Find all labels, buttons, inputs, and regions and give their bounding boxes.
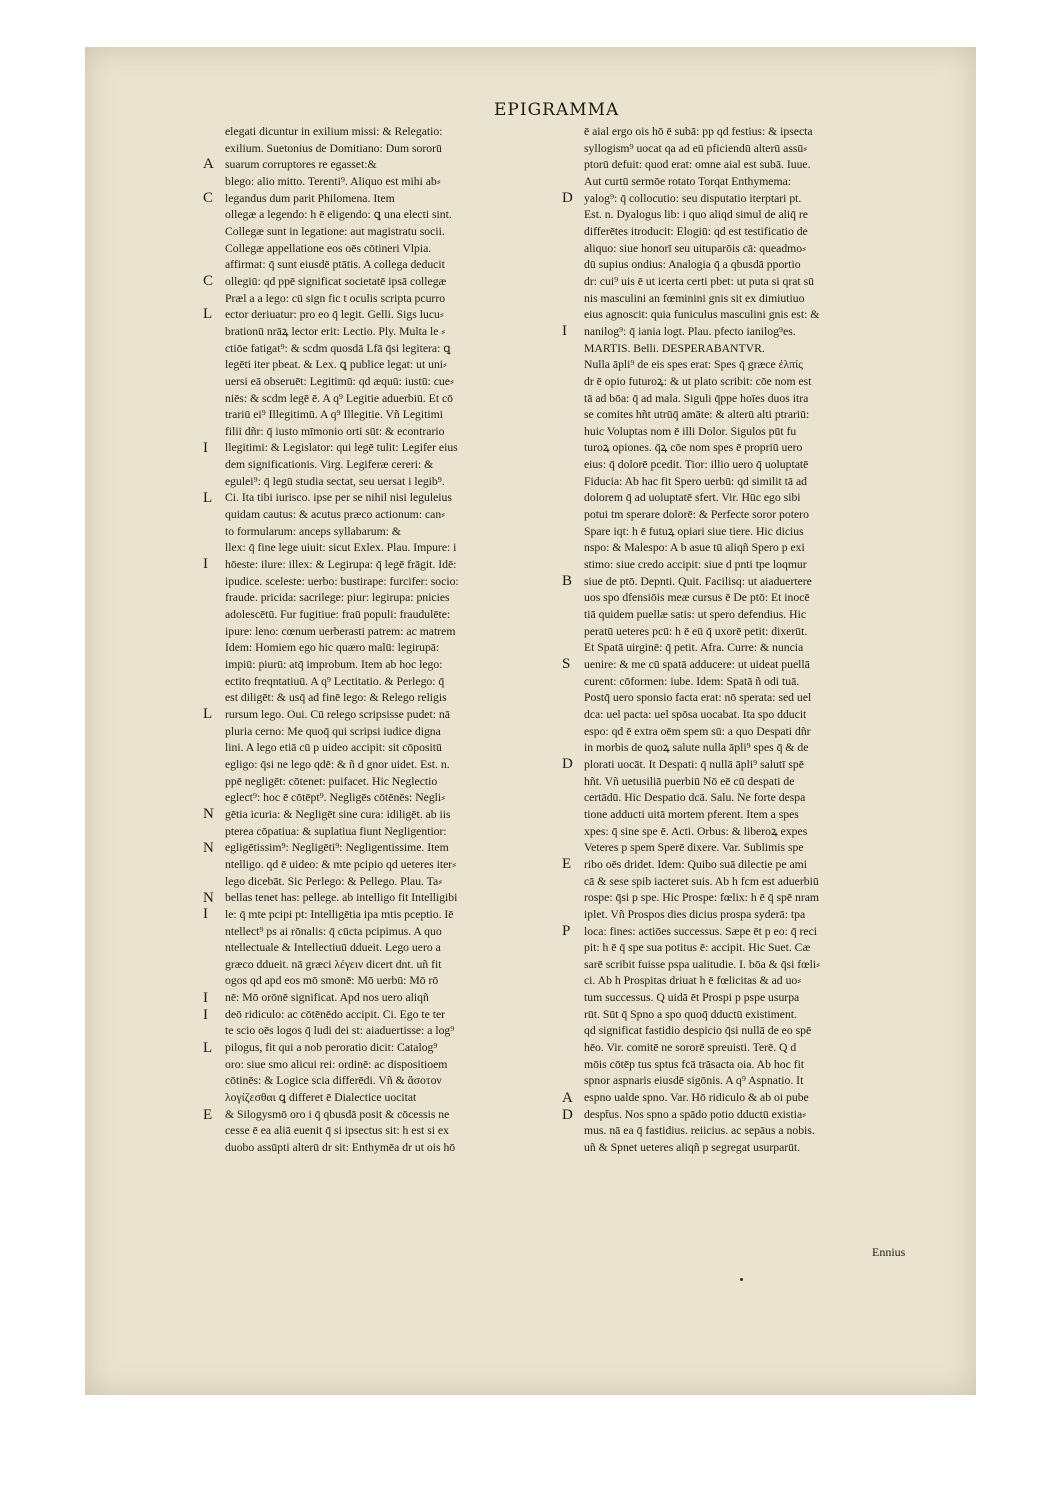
margin-initial: I [203,439,208,456]
margin-initial: N [203,806,214,823]
margin-initial: S [562,656,571,673]
text-line: legandus dum parit Philomena. Item [225,191,395,205]
text-line: ptorū defuit: quod erat: omne aial est subā. Iuue. [584,158,811,172]
text-line: siue de ptō. Depnti. Quit. Facilisq: ut aiaduertere [584,574,812,588]
text-line: potui tm sperare dolorē: & Perfecte soror potero [584,508,809,522]
text-line: spnor aspnaris eiusdē sigōnis. A q⁹ Aspnatio. It [584,1074,804,1088]
text-line: gētia icuria: & Negligēt sine cura: idiligēt. ab iis [225,807,451,821]
text-line: nspo: & Malespo: A b asue tū aliqñ Spero p exi [584,541,805,555]
text-line: ntellect⁹ ps ai rōnalis: q̄ cūcta pcipimus. A quo [225,924,442,938]
text-line: Idem: Homiem ego hic quæro malū: legirupā: [225,641,440,655]
margin-initial: A [562,1089,573,1106]
text-line: ipure: leno: cœnum uerberasti patrem: ac matrem [225,624,456,638]
text-line: cā & sese spib iacteret suis. Ab h fcm est aduerbiū [584,874,819,888]
text-line: ē aial ergo ois hō ē subā: pp qd festius: & ipsecta [584,125,813,138]
text-line: dca: uel pacta: uel spōsa uocabat. Ita spo dducit [584,707,807,721]
ink-dot [740,1278,743,1281]
text-line: to formularum: anceps syllabarum: & [225,524,401,538]
margin-initial: I [203,1006,208,1023]
margin-initial: P [562,923,571,940]
text-line: ci. Ab h Prospitas driuat h ē fœlicitas & ad uo⸗ [584,974,802,988]
text-line: egulei⁹: q̄ legū studia sectat, seu uersat i legib⁹. [225,474,445,488]
text-line: ogos qd apd eos mō smonē: Mō uerbū: Mō rō [225,974,439,988]
text-line: eius: q̄ dolorē pcedit. Tior: illio uero q̄ uoluptatē [584,458,809,472]
text-line: adolescētū. Fur fugitiue: fraū populi: fraudulēte: [225,608,451,622]
text-line: llex: q̄ fine lege uiuit: sicut Exlex. Plau. Impure: i [225,541,457,555]
text-line: dr ē opio futuroꝝ: & ut plato scribit: cōe nom est [584,374,812,388]
text-line: mōis cōtēp tus sptus fcā trāsacta oia. Ab hoc fit [584,1057,805,1071]
margin-initial: L [203,489,213,506]
text-line: græco ddueit. nā græci λέγειν dicert dnt. uñ fit [225,957,442,971]
text-line: despt̄us. Nos spno a spādo potio dductū existia⸗ [584,1107,807,1121]
text-line: filii dñr: q̄ iusto mīmonio orti sūt: & econtrario [225,424,445,438]
text-line: est diligēt: & usq̄ ad finē lego: & Relego religis [225,691,447,705]
text-line: mus. nā ea q̄ fastidius. reiicius. ac sepāus a nobis. [584,1124,815,1138]
text-line: ectito freqntatiuū. A q⁹ Lectitatio. & Perlego: q̄ [225,674,445,688]
text-line: uersi eā obseruēt: Legitimū: qd æquū: iustū: cue⸗ [225,374,454,388]
text-line: niēs: & scdm legē ē. A q⁹ Legitie aduerbiū. Et cō [225,391,454,405]
text-line: nē: Mō orōnē significat. Apd nos uero aliqñ [225,991,429,1005]
text-line: Ci. Ita tibi iurisco. ipse per se nihil nisi leguleius [225,491,452,505]
text-line: λογίζεσθαι ꝗ differet ē Dialectice uocitat [225,1091,417,1105]
text-line: iplet. Vñ Prospos dies dicius prospa syderā: tpa [584,907,806,921]
text-line: hōeste: ilure: illex: & Legirupa: q̄ legē frāgit. Idē: [225,558,457,572]
text-line: dū supius ondius: Analogia q̄ a qbusdā pportio [584,258,801,272]
margin-initial: D [562,189,573,206]
text-line: syllogism⁹ uocat qa ad eū pficiendū alterū assū⸗ [584,141,808,155]
text-line: stimo: siue credo accipit: siue d pnti tpe loqmur [584,558,807,572]
margin-initial: I [203,906,208,923]
text-line: qd significat fastidio despicio q̄si nullā de eo spē [584,1024,812,1038]
text-line: Postq̄ uero sponsio facta erat: nō sperata: sed uel [584,691,812,705]
text-line: affirmat: q̄ sunt eiusdē ptātis. A collega deducit [225,258,445,272]
text-line: Aut curtū sermōe rotato Torqat Enthymema: [584,174,792,188]
text-line: pluria cerno: Me quoq̄ qui scripsi iudice digna [225,724,441,738]
text-line: curent: cōformen: iube. Idem: Spatā ñ odi tuā. [584,674,800,688]
text-line: bellas tenet has: pellege. ab intelligo fit Intelligibi [225,891,458,905]
text-line: pterea cōpatiua: & suplatiua fiunt Negligentior: [225,824,447,838]
text-line: oro: siue smo alicui rei: ordinē: ac dispositioem [225,1057,448,1071]
margin-initial: D [562,1106,573,1123]
left-text-column [225,124,550,1157]
margin-initial: I [562,323,567,340]
text-line: ctiōe fatigat⁹: & scdm quosdā Lfā q̄si legitera: ꝗ [225,341,451,355]
text-line: dolorem q̄ ad uoluptatē sfert. Vir. Hūc ego sibi [584,491,801,505]
margin-initial: E [562,856,572,873]
margin-initial: N [203,889,214,906]
text-line: ribo oēs dridet. Idem: Quibo suā dilectie pe ami [584,857,807,871]
text-line: huic Voluptas nom ē illi Dolor. Sigulos pūt fu [584,424,797,438]
text-line: espo: qd ē extra oēm spem sū: a quo Despati dñr [584,724,811,738]
text-line: ollegæ a legendo: h ē eligendo: ꝗ una electi sint. [225,208,452,222]
text-line: egligētissim⁹: Negligēti⁹: Negligentissime. Item [225,841,449,855]
text-line: pit: h ē q̄ spe sua potitus ē: accipit. Hic Suet. Cæ [584,941,811,955]
text-line: pilogus, fit qui a nob peroratio dicit: Catalog⁹ [225,1041,438,1055]
text-line: eglect⁹: hoc ē cōtēpt⁹. Negligēs cōtēnēs: Negli⸗ [225,791,446,805]
text-line: brationū nrāꝝ lector erit: Lectio. Ply. Multa le ⸗ [225,324,446,338]
margin-initial: D [562,756,573,773]
text-line: ntellectuale & Intellectiuū ddueit. Lego uero a [225,941,441,955]
text-line: xpes: q̄ sine spe ē. Acti. Orbus: & liberoꝝ expes [584,824,808,838]
text-line: uñ & Spnet ueteres aliqñ p segregat usurparūt. [584,1141,801,1155]
text-line: cesse ē ea aliā euenit q̄ si ipsectus sit: h est si ex [225,1124,449,1138]
text-line: ector deriuatur: pro eo q̄ legit. Gelli. Sigs lucu⸗ [225,308,444,322]
text-line: trariū ei⁹ Illegitimū. A q⁹ Illegitie. Vñ Legitimi [225,408,443,422]
text-line: hēo. Vir. comitē ne sororē spreuisti. Terē. Q d [584,1041,797,1055]
text-line: te scio oēs logos q̄ ludi dei st: aiaduertisse: a log⁹ [225,1024,455,1038]
text-line: ppē negligēt: cōtenet: puifacet. Hic Neglectio [225,774,438,788]
text-line: Collegæ sunt in legatione: aut magistratu socii. [225,224,445,238]
text-line: le: q̄ mte pcipi pt: Intelligētia ipa mtis pceptio. Iē [225,907,454,921]
text-line: eius agnoscit: quia funiculus masculini gnis est: & [584,308,820,322]
text-line: ollegiū: qd ppē significat societatē ipsā collegæ [225,274,447,288]
text-line: Est. n. Dyalogus lib: i quo aliqd simul de aliq̄ re [584,208,808,222]
text-line: ipudice. sceleste: uerbo: bustirape: furcifer: socio: [225,574,459,588]
text-line: tione adducti uitā mortem pferent. Item a spes [584,807,799,821]
text-line: exilium. Suetonius de Domitiano: Dum sororū [225,141,442,155]
margin-initial: L [203,306,213,323]
text-line: nis masculini an fœminini gnis sit ex dimiutiuo [584,291,805,305]
text-line: Nulla āpli⁹ de eis spes erat: Spes q̄ græce ἐλπίς [584,358,803,372]
text-line: & Silogysmō oro i q̄ qbusdā posit & cōcessis ne [225,1107,450,1121]
text-line: Spare iqt: h ē futuꝝ opiari siue tiere. Hic dicius [584,524,804,538]
text-line: Præl a a lego: cū sign fic t oculis scripta pcurro [225,291,446,305]
text-line: hñt. Vñ uetusiliā puerbiū Nō eē cū despati de [584,774,795,788]
text-line: se comites hñt utrūq̄ amāte: & alterū alti ptrariū: [584,408,810,422]
text-line: dem significationis. Virg. Legiferæ cereri: & [225,458,434,472]
text-line: certādū. Hic Despatio dcā. Salu. Ne forte despa [584,791,806,805]
text-line: rūt. Sūt q̄ Spno a spo quoq̄ dductū existiment. [584,1007,797,1021]
text-line: yalog⁹: q̄ collocutio: seu disputatio iterptari pt. [584,191,802,205]
text-line: MARTIS. Belli. DESPERABANTVR. [584,341,765,355]
margin-initial: I [203,556,208,573]
text-line: egligo: q̄si ne lego qdē: & ñ d gnor uidet. Est. n. [225,757,450,771]
text-line: differētes itroducit: Elogiū: qd est testificatio de [584,224,808,238]
text-line: suarum corruptores re egasset:& [225,158,377,172]
text-line: Fiducia: Ab hac fit Spero uerbū: qd similit tā ad [584,474,807,488]
text-line: blego: alio mitto. Terenti⁹. Aliquo est mihi ab⸗ [225,174,441,188]
text-line: espno ualde spno. Var. Hō ridiculo & ab oi pube [584,1091,809,1105]
text-line: nanilog⁹: q̄ iania logt. Plau. pfecto ianilog⁹es. [584,324,796,338]
text-line: rospe: q̄si p spe. Hic Prospe: fœlix: h ē q̄ spē nram [584,891,820,905]
text-line: lego dicebāt. Sic Perlego: & Pellego. Plau. Ta⸗ [225,874,443,888]
catchword: Ennius [872,1245,906,1259]
text-line: uos spo dfensiōis meæ cursus ē De ptō: Et inocē [584,591,810,605]
text-line: tā ad bōa: q̄ ad mala. Siguli q̄ppe hoīes duos itra [584,391,809,405]
margin-initial: B [562,573,573,590]
text-line: llegitimi: & Legislator: qui legē tulit: Legifer eius [225,441,458,455]
text-line: sarē scribit fuisse pspa ualitudie. I. bōa & q̄si fœli⸗ [584,957,820,971]
text-line: rursum lego. Oui. Cū relego scripsisse pudet: nā [225,707,450,721]
text-line: uenire: & me cū spatā adducere: ut uideat puellā [584,658,810,671]
text-line: deō ridiculo: ac cōtēnēdo accipit. Ci. Ego te ter [225,1007,446,1021]
text-line: in morbis de quoꝝ salute nulla āpli⁹ spes q̄ & de [584,741,809,755]
text-line: ntelligo. qd ē uideo: & mte pcipio qd ueteres iter⸗ [225,857,457,871]
text-line: dr: cui⁹ uis ē ut icerta certi pbet: ut puta si qrat sū [584,274,814,288]
text-line: legēti iter pbeat. & Lex. ꝗ publice legat: ut uni⸗ [225,358,447,372]
margin-initial: C [203,273,214,290]
text-line: Veteres p spem Sperē dixere. Var. Sublimis spe [584,841,804,855]
margin-initial: A [203,156,214,173]
text-line: tiā quidem puellæ satis: ut spero defendius. Hic [584,608,807,622]
text-line: turoꝝ opiones. q̄ꝝ cōe nom spes ē propriū uero [584,441,803,455]
text-line: peratū ueteres pcū: h ē eū q̄ uxorē petit: dixerūt. [584,624,808,638]
text-line: aliquo: siue honorī seu uituparōis cā: queadmo⸗ [584,241,807,255]
margin-initial: L [203,706,213,723]
text-line: quidam cautus: & acutus præco actionum: can⸗ [225,508,446,522]
margin-initial: N [203,839,214,856]
text-line: impiū: piurū: atq̄ improbum. Item ab hoc lego: [225,658,443,671]
margin-initial: L [203,1039,213,1056]
text-line: lini. A lego etiā cū p uideo accipit: sit cōpositū [225,741,442,755]
text-line: Collegæ appellatione eos oēs cōtineri Vlpia. [225,241,432,255]
right-text-column [584,124,940,1157]
text-line: loca: fines: actiōes successus. Sæpe ēt p eo: q̄ reci [584,924,818,938]
text-line: duobo assūpti alterū dr sit: Enthymēa dr ut ois hō [225,1141,456,1155]
text-line: plorati uocāt. It Despati: q̄ nullā āpli⁹ salutī spē [584,757,804,771]
text-line: cōtinēs: & Logice scia differēdi. Vñ & ἄσοτον [225,1074,442,1088]
margin-initial: E [203,1106,213,1123]
margin-initial: C [203,189,214,206]
text-line: Et Spatā uirginē: q̄ petit. Afra. Curre: & nuncia [584,641,804,655]
text-line: tum successus. Q uidā ēt Prospi p pspe usurpa [584,991,800,1005]
page-header: EPIGRAMMA [494,100,620,120]
text-line: elegati dicuntur in exilium missi: & Relegatio: [225,125,443,138]
margin-initial: I [203,989,208,1006]
text-line: fraude. pricida: sacrilege: piur: legirupa: pnicies [225,591,450,605]
